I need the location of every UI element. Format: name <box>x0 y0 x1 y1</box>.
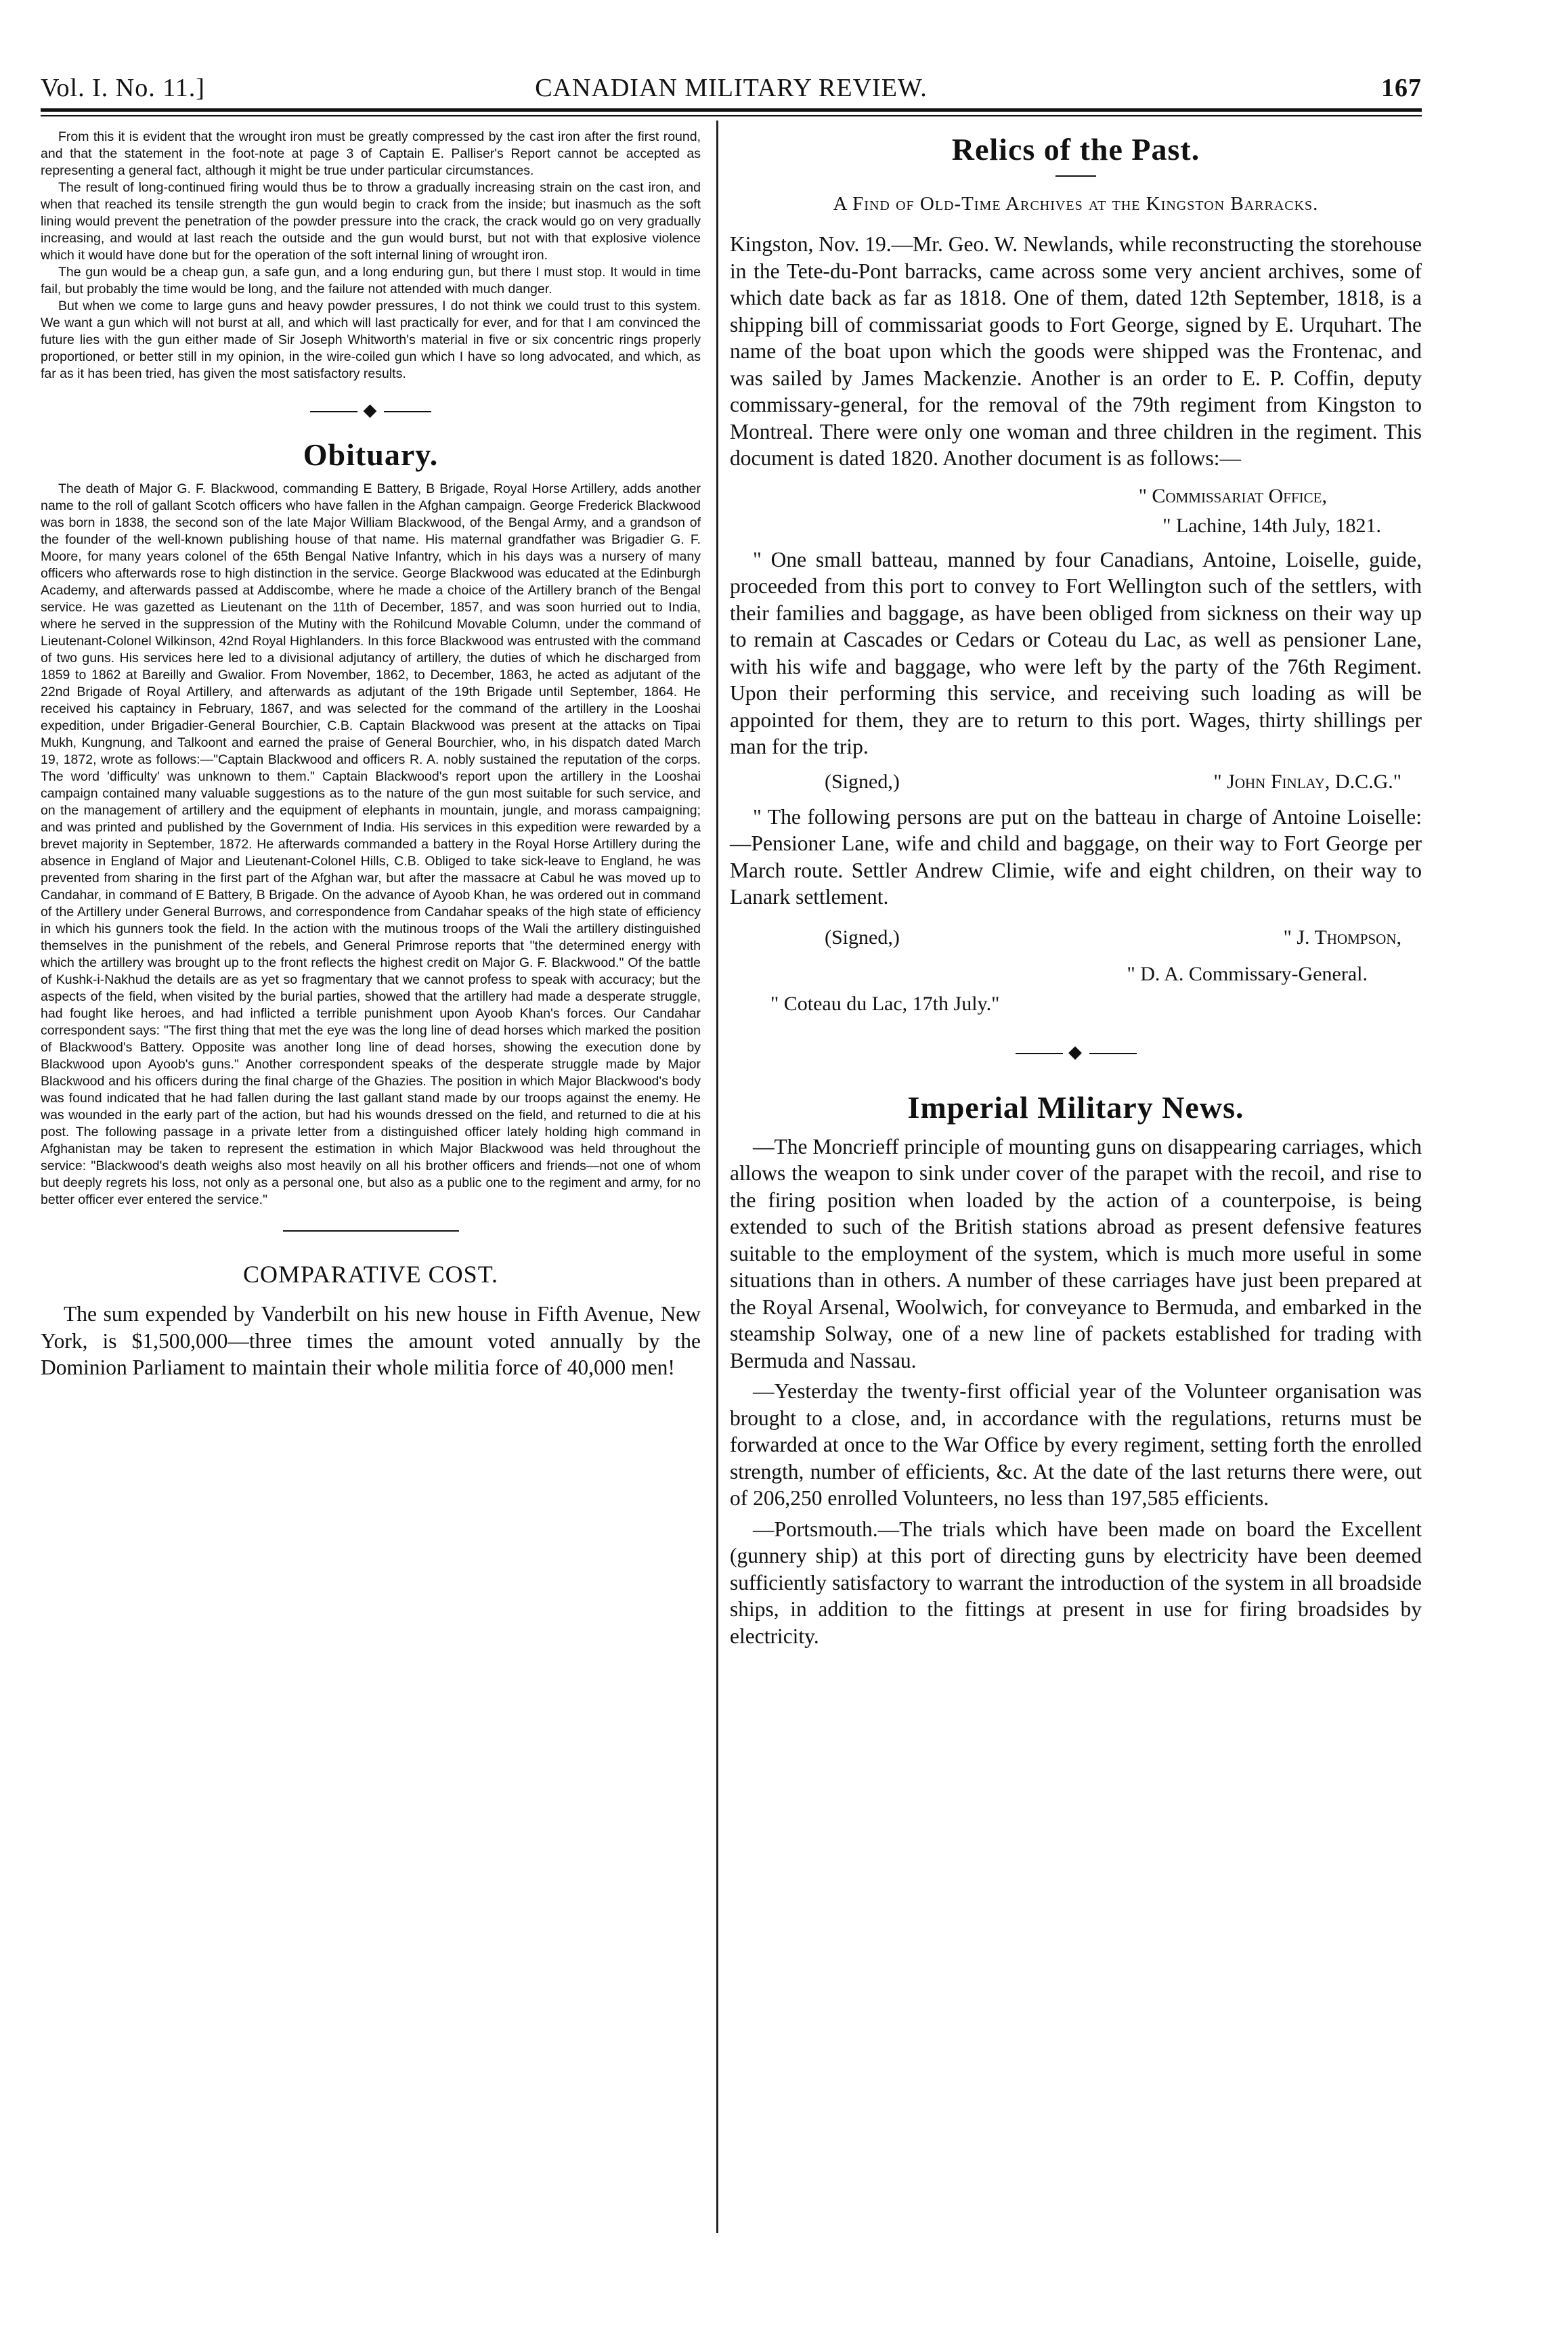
letter-one-text: " One small batteau, manned by four Canadians, Antoine, Loiselle, guide, proceeded from this port to convey to Fort Wellington such of the settlers, with their families and baggage, as have been obliged from sickness on their way up to remain at Cascades or Cedars or Coteau du Lac, as well as pensioner Lane, with his wife and baggage, who were left by the party of the 76th Regiment. Upon their performing this service, and receiving such loading as will be appointed for them, they are to return to this port. Wages, thirty shillings per man for the trip. <box>730 547 1422 758</box>
letter-one <box>730 546 1422 760</box>
signer-thompson: " J. Thompson, <box>1283 926 1401 949</box>
left-column <box>41 129 701 1385</box>
gun-paragraph: The result of long-continued firing would thus be to throw a gradually increasing strain on the cast iron, and when that reached its tensile strength the gun would begin to crack from the inside; but inasmuch as the soft lining would prevent the penetration of the powder pressure into the crack, the crack would go on very gradually increasing, and would at last reach the outside and the gun would burst, but not with that explosive violence which it would have done but for the operation of the soft internal lining of wrought iron. <box>41 180 701 263</box>
volume-label: Vol. I. No. 11.] <box>41 74 205 102</box>
signature-thompson <box>730 923 1422 953</box>
header-rule-thick <box>41 108 1422 112</box>
signer-title: " D. A. Commissary-General. <box>1127 962 1368 985</box>
relics-article <box>730 231 1422 472</box>
gun-paragraph: From this it is evident that the wrought iron must be greatly compressed by the cast iron after the first round, and that the statement in the foot-note at page 3 of Captain E. Palliser's Report cannot be accepted as representing a general fact, although it might be true under particular circumstances. <box>41 129 701 178</box>
comparative-cost-paragraph: The sum expended by Vanderbilt on his new house in Fifth Avenue, New York, is $1,500,000—three times the amount voted annually by the Dominion Parliament to maintain their whole militia force of 40,000 men! <box>41 1302 701 1379</box>
obituary-paragraph: The death of Major G. F. Blackwood, commanding E Battery, B Brigade, Royal Horse Artillery, adds another name to the roll of gallant Scotch officers who have fallen in the Afghan campaign. George Frederick Blackwood was born in 1838, the second son of the late Major William Blackwood, of the Bengal Army, and a grandson of the founder of the well-known publishing house of that name. His maternal grandfather was Brigadier G. F. Moore, for many years colonel of the 65th Bengal Native Infantry, which in his days was a nursery of many officers who afterwards rose to high distinction in the service. George Blackwood was educated at the Edinburgh Academy, and afterwards passed at Addiscombe, where he made a choice of the Artillery branch of the Bengal service. He was gazetted as Lieutenant on the 11th of December, 1857, and was soon hurried out to India, where he served in the suppression of the Mutiny with the Rohilcund Movable Column, under the command of Lieutenant-Colonel Wilkinson, 42nd Royal Highlanders. In this force Blackwood was entrusted with the command of two guns. His services here led to a divisional adjutancy of artillery, the duties of which he discharged from 1859 to 1862 at Bareilly and Gwalior. From November, 1862, to December, 1863, he acted as adjutant of the 22nd Brigade of Royal Artillery, and afterwards as adjutant of the 19th Brigade until September, 1864. He received his captaincy in February, 1867, and was selected for the command of the artillery in the Looshai expedition, under Brigadier-General Bourchier, C.B. Captain Blackwood was present at the attacks on Tipai Mukh, Kungnung, and Talkoont and earned the praise of General Bourchier, who, in his dispatch dated March 19, 1872, wrote as follows:—"Captain Blackwood and officers R. A. nobly sustained the reputation of the corps. The word 'difficulty' was unknown to them." Captain Blackwood's report upon the artillery in the Looshai campaign contained many valuable suggestions as to the nature of the gun most suitable for such service, and on the management of artillery and the equipment of elephants in mountain, jungle, and morass campaigning; and was printed and published by the Government of India. His services in this expedition were rewarded by a brevet majority in September, 1872. He afterwards commanded a battery in the Royal Horse Artillery during the absence in England of Major and Lieutenant-Colonel Hills, C.B. Obliged to take sick-leave to England, he was prevented from sharing in the first part of the Afghan war, but after the massacre at Cabul he was moved up to Candahar, in command of E Battery, B Brigade. On the advance of Ayoob Khan, he was ordered out in command of the Artillery under General Burrows, and correspondence from Candahar speaks of the high state of efficiency in which his gunners took the field. In the action with the mutinous troops of the Wali the artillery distinguished themselves in the punishment of the rebels, and General Primrose reports that "the determined energy with which the artillery was brought up to the front reflects the highest credit on Major G. F. Blackwood." Of the battle of Kushk-i-Nakhud the details are as yet so fragmentary that we cannot profess to speak with accuracy; but the aspects of the field, when visited by the burial parties, showed that the artillery had made a desperate struggle, had fought like heroes, and had inflicted a terrible punishment upon Ayoob Khan's forces. Our Candahar correspondent says: "The first thing that met the eye was the long line of dead horses which marked the position of Blackwood's Battery. Opposite was another long line of dead horses, showing the execution done by Blackwood upon Ayoob's guns." Another correspondent speaks of the desperate struggle made by Major Blackwood and his officers during the final charge of the Ghazies. The position in which Major Blackwood's body was found indicated that he had fallen during the last gallant stand made by our troops against the enemy. He was wounded in the early part of the action, but had his wounds dressed on the field, and returned to die at his post. The following passage in a private letter from a distinguished officer lately holding high command in Afghanistan may be taken to represent the estimation in which Major Blackwood was held throughout the service: "Blackwood's death weighs also most heavily on all his brother officers and friends—not one of whom but deeply regrets his loss, not only as a personal one, but also as a public one to the regiment and army, for no better officer ever entered the service." <box>41 481 701 1207</box>
column-divider <box>716 121 718 2233</box>
section-ornament <box>41 1219 701 1240</box>
publication-title: CANADIAN MILITARY REVIEW. <box>535 74 928 102</box>
imperial-news-paragraph: —The Moncrieff principle of mounting guns on disappearing carriages, which allows the weapon to sink under cover of the parapet with the recoil, and rise to the firing position when loaded by the action of a counterpoise, is being extended to such of the British stations abroad as present defensive features suitable to the employment of the system, which is much more useful in some situations than in others. A number of these carriages have just been prepared at the Royal Arsenal, Woolwich, for conveyance to Bermuda, and embarked in the steamship Solway, one of a new line of packets established for trading with Bermuda and Nassau. <box>730 1134 1422 1372</box>
coteau-dateline: " Coteau du Lac, 17th July." <box>770 992 1000 1015</box>
imperial-news-paragraph: —Portsmouth.—The trials which have been made on board the Excellent (gunnery ship) at this port of directing guns by electricity have been deemed sufficiently satisfactory to warrant the introduction of the system in all broadside ships, in addition to the fittings at present in use for firing broadsides by electricity. <box>730 1517 1422 1648</box>
heading-dash <box>1055 175 1096 177</box>
relics-heading: Relics of the Past. <box>951 132 1200 167</box>
section-ornament: ◆ <box>41 400 701 420</box>
running-head <box>41 73 1422 106</box>
section-ornament: ◆ <box>730 1042 1422 1062</box>
relics-intro: Kingston, Nov. 19.—Mr. Geo. W. Newlands, while reconstructing the storehouse in the Tete-du-Pont barracks, came across some very ancient archives, some of which date back as far as 1818. One of them, dated 12th September, 1818, is a shipping bill of commissariat goods to Fort George, signed by E. Urquhart. The name of the boat upon which the goods were shipped was the Frontenac, and was sailed by James Mackenzie. Another is an order to E. P. Coffin, deputy commissary-general, for the removal of the 79th regiment from Kingston to Montreal. There were only one woman and three children in the regiment. This document is dated 1820. Another document is as follows:— <box>730 232 1422 470</box>
comparative-cost-heading: COMPARATIVE COST. <box>242 1261 499 1288</box>
imperial-news-article <box>730 1133 1422 1650</box>
header-rule-thin <box>41 115 1422 116</box>
relics-subheading: A Find of Old-Time Archives at the Kingston Barracks. <box>833 193 1319 215</box>
gun-paragraph: But when we come to large guns and heavy powder pressures, I do not think we could trust to this system. We want a gun which will not burst at all, and which will last practically for ever, and for that I am convinced the future lies with the gun either made of Sir Joseph Whitworth's material in five or six concentric rings properly proportioned, or better still in my opinion, in the wire-coiled gun which I have so long advocated, and which, as far as it has been tried, has given the most satisfactory results. <box>41 299 701 381</box>
signer-finlay: " John Finlay, D.C.G." <box>1213 770 1401 793</box>
commissariat-office-line: " Commissariat Office, <box>1138 484 1327 507</box>
obituary-heading: Obituary. <box>303 437 439 472</box>
letter-two-text: " The following persons are put on the batteau in charge of Antoine Loiselle:—Pensioner Lane, wife and child and baggage, on their way to Fort George per March route. Settler Andrew Climie, wife and eight children, on their way to Lanark settlement. <box>730 804 1422 909</box>
letter-two <box>730 804 1422 911</box>
signed-label: (Signed,) <box>825 926 900 949</box>
signed-label: (Signed,) <box>825 770 900 793</box>
imperial-news-paragraph: —Yesterday the twenty-first official year of the Volunteer organisation was brought to a close, and, in accordance with the regulations, returns must be forwarded at once to the War Office by every regiment, setting forth the enrolled strength, number of efficients, &c. At the date of the last returns there were, out of 206,250 enrolled Volunteers, no less than 197,585 efficients. <box>730 1379 1422 1510</box>
page-number: 167 <box>1381 74 1422 102</box>
imperial-news-heading: Imperial Military News. <box>907 1089 1244 1125</box>
right-column <box>730 129 1422 1653</box>
obituary-article <box>41 481 701 1209</box>
comparative-cost-article <box>41 1301 701 1381</box>
lachine-dateline: " Lachine, 14th July, 1821. <box>1162 514 1381 537</box>
gun-article <box>41 129 701 383</box>
signature-finlay <box>730 767 1422 797</box>
gun-paragraph: The gun would be a cheap gun, a safe gun, and a long enduring gun, but there I must stop. It would in time fail, but probably the time would be long, and the failure not attended with much danger. <box>41 265 701 297</box>
